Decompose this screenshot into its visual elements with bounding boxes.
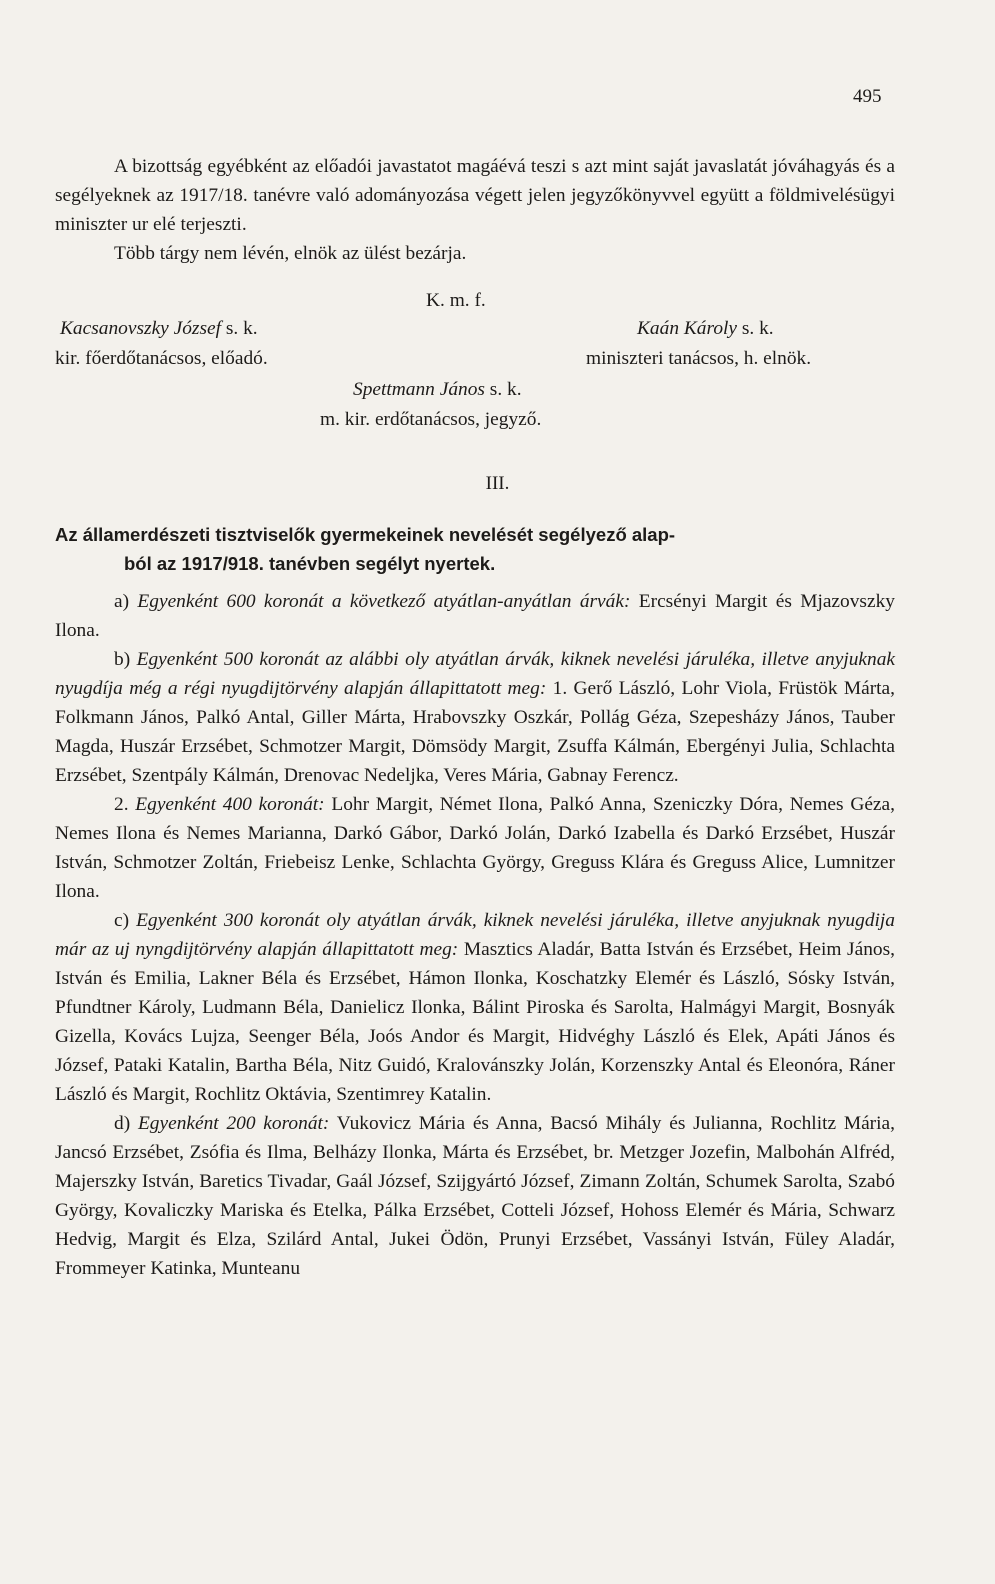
item-d-names: Vukovicz Mária és Anna, Bacsó Mihály és Julianna, Rochlitz Mária, Jancsó Erzsébet, Zsófia és Ilma, Belházy Ilonka, Márta és Erzsébet, br. Metzger Jozefin, Malbohán Alfréd, Majerszky István, Baretics Tivadar, Gaál József, Szijgyártó József, Zimann Zoltán, Schumek Sarolta, Szabó György, Kovaliczky Mariska és Etelka, Pálka Erzsébet, Cotteli József, Hohoss Elemér és Mária, Schwarz Hedvig, Margit és Elza, Szilárd Antal, Jukei Ödön, Prunyi Erzsébet, Vassányi István, Füley Aladár, Frommeyer Katinka, Munteanu: [55, 1113, 895, 1279]
item-b2-names: Lohr Margit, Német Ilona, Palkó Anna, Szeniczky Dóra, Nemes Géza, Nemes Ilona és Nemes Marianna, Darkó Gábor, Darkó Jolán, Darkó Izabella és Darkó Erzsébet, Huszár István, Schmotzer Zoltán, Friebeisz Lenke, Schlachta György, Greguss Klára és Greguss Alice, Lumnitzer Ilona.: [55, 794, 895, 902]
right-suffix: s. k.: [737, 318, 774, 339]
item-a: [55, 587, 895, 645]
right-signature-title: miniszteri tanácsos, h. elnök.: [586, 348, 812, 369]
left-signature-title: kir. főerdőtanácsos, előadó.: [55, 348, 268, 369]
item-a-names: Ercsényi Margit és Mjazovszky Ilona.: [55, 591, 895, 641]
km-line: K. m. f.: [426, 290, 486, 311]
item-b-label: b): [114, 649, 131, 670]
page-number: 495: [853, 86, 882, 107]
section-number: III.: [485, 473, 510, 494]
section-heading: [55, 520, 895, 578]
item-a-heading: Egyenként 600 koronát a következő atyátlan-anyátlan árvák:: [137, 591, 631, 612]
item-b2-label: 2.: [114, 794, 129, 815]
intro-text: [55, 152, 895, 268]
center-suffix: s. k.: [484, 379, 522, 400]
intro-paragraph-2: Több tárgy nem lévén, elnök az ülést bezárja.: [114, 243, 467, 264]
item-c: [55, 906, 895, 1109]
item-b2: [55, 790, 895, 906]
center-signature-name: [353, 379, 522, 401]
left-signature-name: [60, 318, 258, 340]
item-b2-heading: Egyenként 400 koronát:: [135, 794, 325, 815]
left-suffix: s. k.: [221, 318, 258, 339]
item-c-heading: Egyenként 300 koronát oly atyátlan árvák, kiknek nevelési járuléka, illetve anyjuknak nyugdija már az uj nyngdijtörvény alapján állapittatott meg:: [55, 910, 895, 960]
item-b: [55, 645, 895, 790]
section-heading-line-2: ból az 1917/918. tanévben segélyt nyertek.: [124, 553, 496, 574]
item-c-names: Masztics Aladár, Batta István és Erzsébet, Heim János, István és Emilia, Lakner Béla és Erzsébet, Hámon Ilonka, Koschatzky Elemér és László, Sósky István, Pfundtner Károly, Ludmann Béla, Danielicz Ilonka, Bálint Piroska és Sarolta, Halmágyi Margit, Bosnyák Gizella, Kovács Lujza, Seenger Béla, Joós Andor és Margit, Hidvéghy László és Elek, Apáti János és József, Pataki Katalin, Bartha Béla, Nitz Guidó, Kralovánszky Jolán, Korzenszky Antal és Eleonóra, Ráner László és Margit, Rochlitz Oktávia, Szentimrey Katalin.: [55, 939, 895, 1105]
center-signature-title: m. kir. erdőtanácsos, jegyző.: [320, 409, 542, 430]
item-b-heading: Egyenként 500 koronát az alábbi oly atyátlan árvák, kiknek nevelési járuléka, illetve anyjuknak nyugdíja még a régi nyugdijtörvény alapján állapittatott meg:: [55, 649, 896, 699]
item-d-heading: Egyenként 200 koronát:: [137, 1113, 330, 1134]
award-list: [55, 587, 895, 1283]
left-name: Kacsanovszky József: [60, 318, 222, 339]
center-name: Spettmann János: [353, 379, 485, 400]
item-c-label: c): [114, 910, 130, 931]
right-signature-name: [637, 318, 774, 340]
signature-block: [55, 290, 895, 440]
right-name: Kaán Károly: [637, 318, 738, 339]
section-heading-line-1: Az államerdészeti tisztviselők gyermekeinek nevelését segélyező alap-: [55, 524, 676, 545]
item-a-label: a): [114, 591, 130, 612]
intro-paragraph-1: A bizottság egyébként az előadói javastatot magáévá teszi s azt mint saját javaslatát jóváhagyás és a segélyeknek az 1917/18. tanévre való adományozása végett jelen jegyzőkönyvvel együtt a földmivelésügyi miniszter ur elé terjeszti.: [55, 156, 895, 235]
item-d-label: d): [114, 1113, 131, 1134]
item-b-names: 1. Gerő László, Lohr Viola, Früstök Márta, Folkmann János, Palkó Antal, Giller Márta, Hrabovszky Oszkár, Pollág Géza, Szepesházy János, Tauber Magda, Huszár Erzsébet, Schmotzer Margit, Dömsödy Margit, Zsuffa Kálmán, Ebergényi Julia, Schlachta Erzsébet, Szentpály Kálmán, Drenovac Nedeljka, Veres Mária, Gabnay Ferencz.: [55, 678, 895, 786]
item-d: [55, 1109, 895, 1283]
